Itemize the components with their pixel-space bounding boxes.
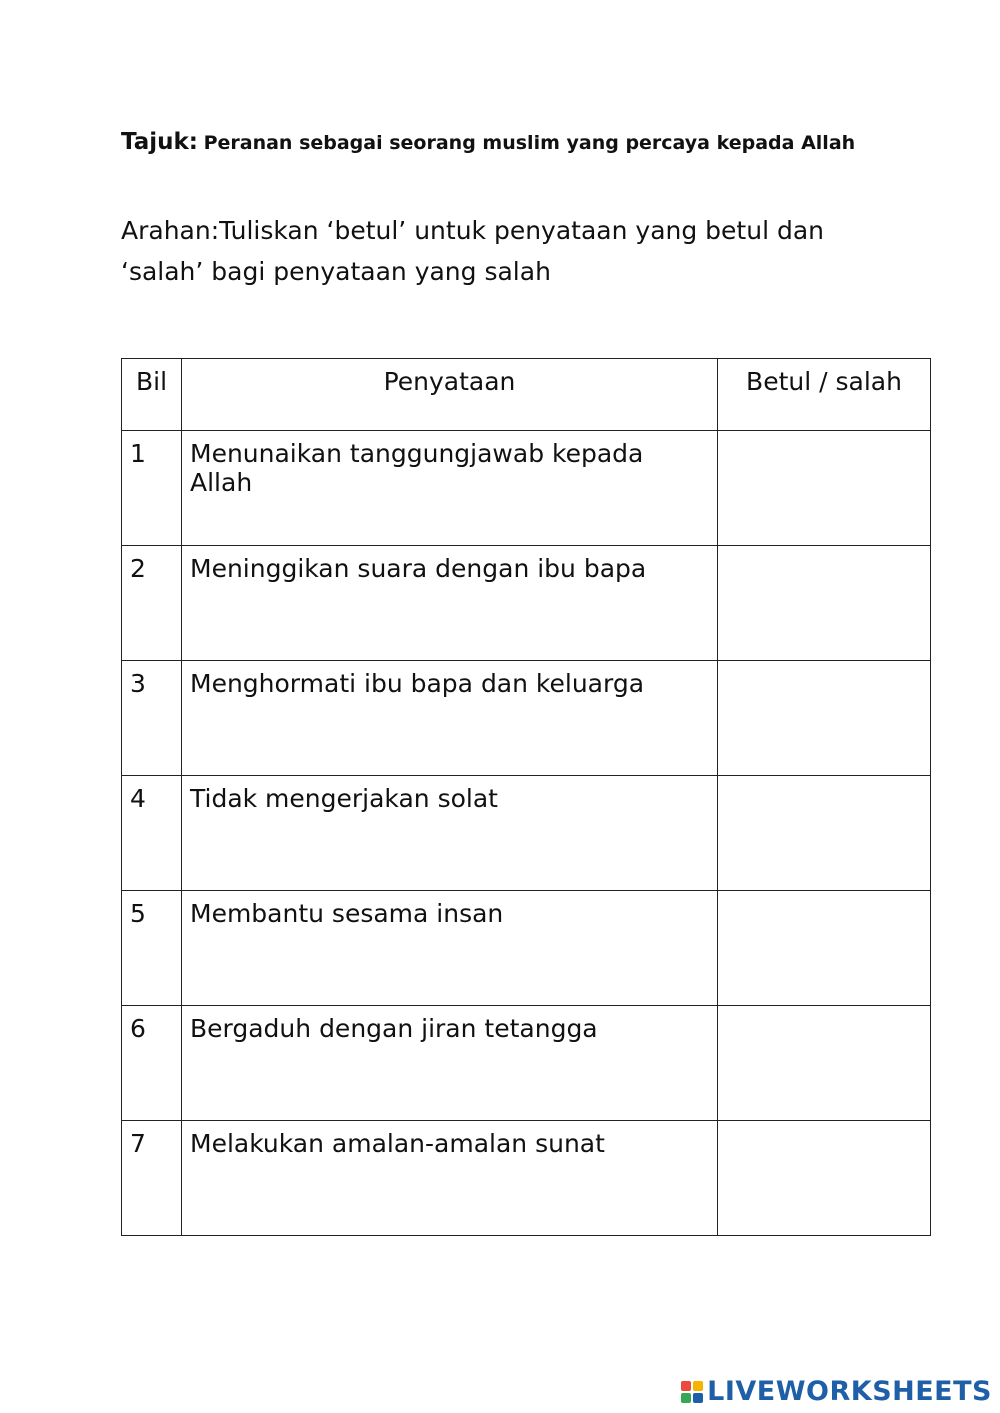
answer-cell[interactable] [718, 1006, 931, 1121]
row-number: 7 [122, 1121, 182, 1236]
instruction-text: Arahan:Tuliskan ‘betul’ untuk penyataan yang betul dan ‘salah’ bagi penyataan yang salah [121, 216, 825, 286]
answer-cell[interactable] [718, 431, 931, 546]
row-number: 5 [122, 891, 182, 1006]
row-statement: Tidak mengerjakan solat [182, 776, 718, 891]
row-statement: Bergaduh dengan jiran tetangga [182, 1006, 718, 1121]
logo-square [681, 1393, 691, 1403]
row-statement: Meninggikan suara dengan ibu bapa [182, 546, 718, 661]
table-row [122, 546, 931, 661]
liveworksheets-logo-icon [681, 1381, 703, 1403]
table-row [122, 1006, 931, 1121]
row-number: 4 [122, 776, 182, 891]
answer-cell[interactable] [718, 891, 931, 1006]
table-row [122, 776, 931, 891]
worksheet-title [121, 124, 861, 162]
table-row [122, 1121, 931, 1236]
table-row [122, 891, 931, 1006]
header-bil: Bil [122, 359, 182, 431]
table-row [122, 431, 931, 546]
row-statement: Menunaikan tanggungjawab kepada Allah [182, 431, 718, 546]
header-answer: Betul / salah [718, 359, 931, 431]
row-number: 3 [122, 661, 182, 776]
answer-cell[interactable] [718, 1121, 931, 1236]
logo-square [693, 1393, 703, 1403]
answer-cell[interactable] [718, 546, 931, 661]
title-label: Tajuk: [121, 129, 198, 155]
logo-square [681, 1381, 691, 1391]
answer-cell[interactable] [718, 661, 931, 776]
row-statement: Membantu sesama insan [182, 891, 718, 1006]
row-number: 1 [122, 431, 182, 546]
logo-square [693, 1381, 703, 1391]
table-row [122, 661, 931, 776]
row-number: 6 [122, 1006, 182, 1121]
statement-table [121, 358, 931, 1236]
header-statement: Penyataan [182, 359, 718, 431]
row-statement: Menghormati ibu bapa dan keluarga [182, 661, 718, 776]
brand-wordmark: LIVEWORKSHEETS [707, 1376, 992, 1407]
row-statement: Melakukan amalan-amalan sunat [182, 1121, 718, 1236]
answer-cell[interactable] [718, 776, 931, 891]
row-number: 2 [122, 546, 182, 661]
liveworksheets-branding [681, 1376, 992, 1407]
title-text: Peranan sebagai seorang muslim yang percaya kepada Allah [203, 132, 856, 154]
table-header-row [122, 359, 931, 431]
